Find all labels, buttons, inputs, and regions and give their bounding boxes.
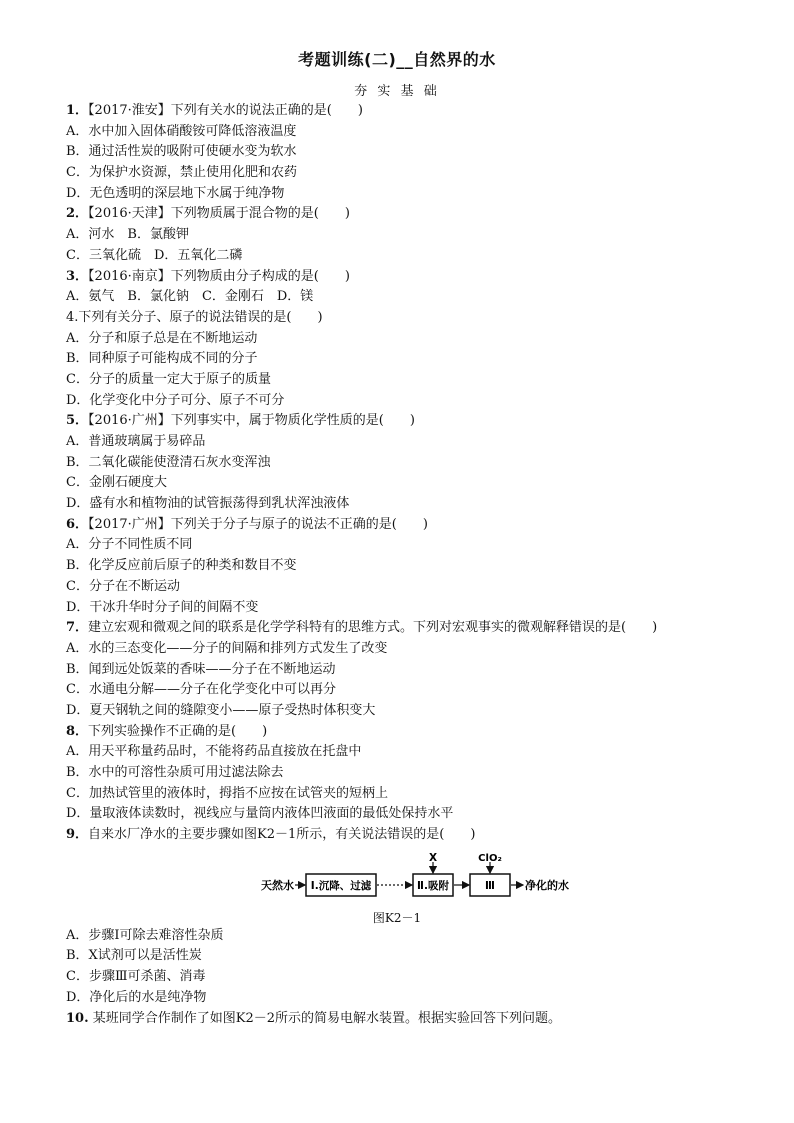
option: D．盛有水和植物油的试管振荡得到乳状浑浊液体	[66, 496, 350, 512]
option: C．为保护水资源，禁止使用化肥和农药	[66, 165, 297, 181]
question-list	[66, 101, 746, 1029]
option: A．用天平称量药品时，不能将药品直接放在托盘中	[66, 744, 362, 760]
option: B．闻到远处饭菜的香味——分子在不断地运动	[66, 661, 336, 677]
page-title: 考题训练(二)__自然界的水	[298, 50, 496, 69]
reagent-x-label: X	[428, 851, 438, 864]
output-label: 净化的水	[525, 878, 569, 892]
option: D．净化后的水是纯净物	[66, 989, 207, 1005]
question-2-stem: 2．【2016·天津】下列物质属于混合物的是( )	[66, 206, 350, 222]
option: C．加热试管里的液体时，拇指不应按在试管夹的短柄上	[66, 785, 388, 801]
option: A．步骤Ⅰ可除去难溶性杂质	[66, 927, 224, 943]
section-heading: 夯 实 基 础	[354, 84, 440, 99]
option: D．无色透明的深层地下水属于纯净物	[66, 185, 285, 201]
option: D．干冰升华时分子间的间隔不变	[66, 599, 259, 615]
option: C．分子在不断运动	[66, 578, 180, 594]
question-4-stem: 4.下列有关分子、原子的说法错误的是( )	[66, 309, 323, 325]
question-1-stem: 1．【2017·淮安】下列有关水的说法正确的是( )	[66, 103, 363, 118]
question-3-stem: 3．【2016·南京】下列物质由分子构成的是( )	[66, 268, 350, 284]
question-8-stem: 8．下列实验操作不正确的是( )	[66, 723, 268, 739]
option: C．分子的质量一定大于原子的质量	[66, 371, 271, 387]
option: C．金刚石硬度大	[66, 475, 167, 491]
option: B．通过活性炭的吸附可使硬水变为软水	[66, 144, 297, 160]
input-label: 天然水	[261, 878, 294, 892]
question-10-stem: 10. 某班同学合作制作了如图K2－2所示的简易电解水装置。根据实验回答下列问题。	[66, 1010, 562, 1026]
option: B．同种原子可能构成不同的分子	[66, 351, 258, 367]
option: B．二氧化碳能使澄清石灰水变浑浊	[66, 454, 271, 470]
step1-label: Ⅰ.沉降、过滤	[310, 879, 372, 892]
option: A．分子和原子总是在不断地运动	[66, 330, 258, 346]
option: A．分子不同性质不同	[66, 537, 193, 553]
option: B．X试剂可以是活性炭	[66, 948, 202, 964]
option: C．三氧化硫 D．五氧化二磷	[66, 247, 243, 263]
option: D．量取液体读数时，视线应与量筒内液体凹液面的最低处保持水平	[66, 806, 454, 822]
option: A．水的三态变化——分子的间隔和排列方式发生了改变	[66, 640, 388, 656]
question-9-stem: 9．自来水厂净水的主要步骤如图K2－1所示，有关说法错误的是( )	[66, 827, 476, 843]
option: D．夏天钢轨之间的缝隙变小——原子受热时体积变大	[66, 702, 376, 718]
option: B．水中的可溶性杂质可用过滤法除去	[66, 765, 284, 780]
step2-label: Ⅱ.吸附	[417, 879, 449, 892]
water-treatment-flowchart	[261, 852, 601, 904]
option: D．化学变化中分子可分、原子不可分	[66, 392, 285, 408]
option: A．普通玻璃属于易碎品	[66, 434, 206, 449]
question-7-stem: 7．建立宏观和微观之间的联系是化学学科特有的思维方式。下列对宏观事实的微观解释错误的是( )	[66, 620, 658, 636]
option: A．河水 B．氯酸钾	[66, 227, 189, 243]
option: A．氨气 B．氯化钠 C．金刚石 D．镁	[66, 289, 314, 305]
option: A．水中加入固体硝酸铵可降低溶液温度	[66, 123, 297, 139]
option: B．化学反应前后原子的种类和数目不变	[66, 558, 297, 574]
option: C．水通电分解——分子在化学变化中可以再分	[66, 682, 336, 698]
water-treatment-figure	[66, 851, 746, 925]
option: C．步骤Ⅲ可杀菌、消毒	[66, 969, 206, 985]
question-5-stem: 5．【2016·广州】下列事实中，属于物质化学性质的是( )	[66, 413, 415, 429]
reagent-clo2-label: ClO₂	[478, 852, 502, 864]
step3-label: Ⅲ	[485, 879, 495, 892]
figure-caption: 图K2－1	[372, 910, 422, 925]
question-6-stem: 6．【2017·广州】下列关于分子与原子的说法不正确的是( )	[66, 516, 428, 532]
